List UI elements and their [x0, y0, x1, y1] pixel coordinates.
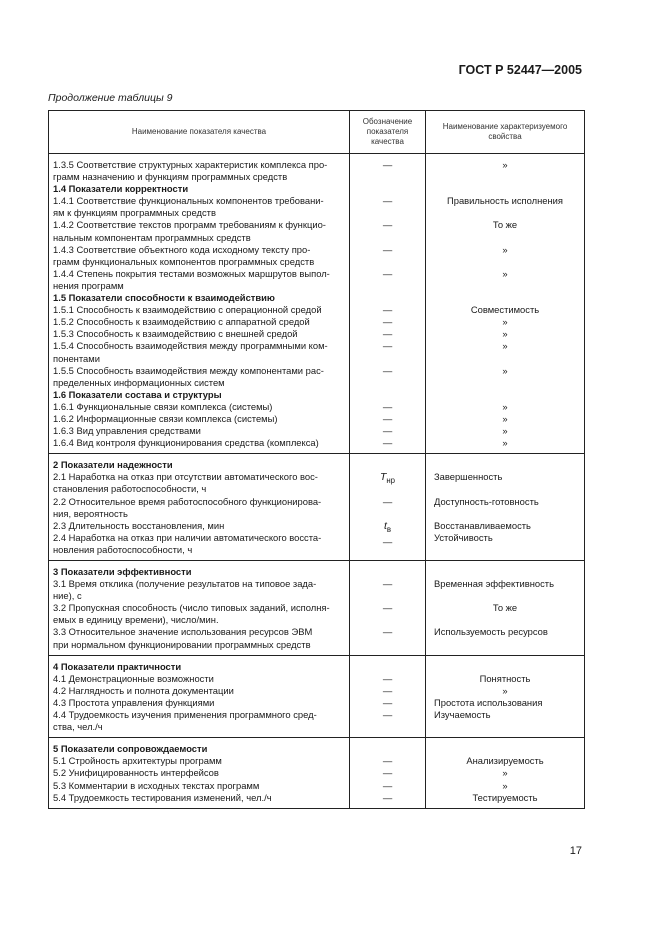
- indicator-symbol-cell: [350, 685, 426, 697]
- indicator-symbol-cell: [350, 780, 426, 792]
- indicator-name-line: новления работоспособности, ч: [53, 543, 193, 555]
- symbol-value: [354, 520, 421, 536]
- symbol-subscript: нр: [386, 476, 396, 486]
- symbol-value: —: [382, 626, 393, 638]
- property-value: »: [502, 779, 508, 791]
- document-code: ГОСТ Р 52447—2005: [458, 63, 582, 77]
- property-value: »: [502, 340, 508, 352]
- property-value: Правильность исполнения: [447, 195, 563, 207]
- property-cell: [426, 738, 585, 756]
- table-row: [49, 195, 585, 219]
- property-value: Изучаемость: [434, 709, 491, 721]
- table-row: [49, 304, 585, 316]
- indicator-name-cell: [49, 673, 350, 685]
- indicator-symbol-cell: [350, 425, 426, 437]
- table-row: [49, 626, 585, 655]
- property-value: Используемость ресурсов: [434, 626, 548, 638]
- indicator-symbol-cell: [350, 755, 426, 767]
- property-value: »: [502, 400, 508, 412]
- indicator-name-cell: [49, 738, 350, 756]
- indicator-name-line: 3.2 Пропускная способность (число типовых заданий, исполня-: [53, 602, 330, 614]
- symbol-value: —: [382, 316, 393, 328]
- indicator-name-cell: [49, 292, 350, 304]
- indicator-name-cell: [49, 365, 350, 389]
- indicator-name-cell: [49, 471, 350, 495]
- property-value: »: [502, 767, 508, 779]
- indicator-name-cell: [49, 454, 350, 472]
- symbol-value: —: [382, 709, 393, 721]
- property-value: Устойчивость: [434, 531, 493, 543]
- property-cell: [426, 685, 585, 697]
- indicator-symbol-cell: [350, 340, 426, 364]
- indicator-symbol-cell: [350, 413, 426, 425]
- property-cell: [426, 673, 585, 685]
- symbol-value: —: [382, 684, 393, 696]
- indicator-symbol-cell: [350, 709, 426, 738]
- symbol-value: —: [382, 425, 393, 437]
- table-row: [49, 520, 585, 561]
- property-cell: [426, 697, 585, 709]
- indicator-name-cell: [49, 626, 350, 655]
- property-cell: [426, 437, 585, 454]
- table-row: [49, 425, 585, 437]
- indicator-symbol-cell: [350, 673, 426, 685]
- indicator-symbol-cell: [350, 268, 426, 292]
- table-row: [49, 183, 585, 195]
- table-row: [49, 244, 585, 268]
- indicator-name-line: 2.4 Наработка на отказ при наличии автоматического восста-: [53, 531, 322, 543]
- property-cell: [426, 389, 585, 401]
- property-cell: [426, 767, 585, 779]
- property-cell: [426, 780, 585, 792]
- indicator-name-cell: [49, 401, 350, 413]
- indicator-name-line: пределенных информационных систем: [53, 376, 225, 388]
- indicator-symbol-cell: [350, 561, 426, 579]
- indicator-name-line: 3 Показатели эффективности: [53, 566, 192, 577]
- indicator-name-line: 5.4 Трудоемкость тестирования изменений, чел./ч: [53, 791, 272, 803]
- indicator-name-cell: [49, 520, 350, 561]
- symbol-value: —: [382, 364, 393, 376]
- indicator-name-line: 2 Показатели надежности: [53, 459, 173, 471]
- table-row: [49, 413, 585, 425]
- table-row: [49, 685, 585, 697]
- property-value: »: [502, 425, 508, 437]
- table-row: [49, 792, 585, 809]
- symbol-value: —: [382, 195, 393, 207]
- indicator-name-line: ния, вероятность: [53, 507, 128, 519]
- indicator-name-line: ства, чел./ч: [53, 721, 103, 733]
- table-row: [49, 454, 585, 472]
- table-header-row: [49, 111, 585, 154]
- property-cell: [426, 602, 585, 626]
- property-cell: [426, 268, 585, 292]
- table-row: [49, 655, 585, 673]
- table-row: [49, 328, 585, 340]
- indicator-name-cell: [49, 561, 350, 579]
- indicator-name-cell: [49, 496, 350, 520]
- symbol-value: —: [382, 791, 393, 803]
- property-value: Простота использования: [434, 696, 543, 708]
- indicator-name-cell: [49, 697, 350, 709]
- symbol-value: —: [382, 340, 393, 352]
- table-row: [49, 292, 585, 304]
- indicator-symbol-cell: [350, 389, 426, 401]
- property-cell: [426, 561, 585, 579]
- property-cell: [426, 316, 585, 328]
- indicator-name-cell: [49, 792, 350, 809]
- indicator-name-cell: [49, 219, 350, 243]
- property-cell: [426, 578, 585, 602]
- indicator-name-line: емых в единицу времени), число/мин.: [53, 614, 219, 626]
- indicator-name-line: 1.5.4 Способность взаимодействия между программными ком-: [53, 340, 328, 352]
- table-row: [49, 437, 585, 454]
- indicator-name-line: ние), с: [53, 590, 82, 602]
- property-cell: [426, 792, 585, 809]
- quality-indicators-table: [48, 110, 585, 809]
- indicator-name-line: грамм назначению и функциям программных средств: [53, 171, 288, 183]
- table-row: [49, 471, 585, 495]
- indicator-name-line: 1.5.2 Способность к взаимодействию с аппаратной средой: [53, 316, 310, 328]
- indicator-name-line: 1.6.4 Вид контроля функционирования средства (комплекса): [53, 437, 319, 449]
- indicator-symbol-cell: [350, 520, 426, 561]
- indicator-name-cell: [49, 340, 350, 364]
- indicator-name-line: 1.5 Показатели способности к взаимодействию: [53, 292, 275, 304]
- indicator-name-line: становления работоспособности, ч: [53, 483, 207, 495]
- table-row: [49, 268, 585, 292]
- property-cell: [426, 496, 585, 520]
- indicator-name-line: 2.3 Длительность восстановления, мин: [53, 519, 225, 531]
- indicator-symbol-cell: [350, 738, 426, 756]
- indicator-name-line: 1.4.3 Соответствие объектного кода исходному тексту про-: [53, 243, 311, 255]
- symbol-value: —: [382, 767, 393, 779]
- property-cell: [426, 183, 585, 195]
- property-cell: [426, 709, 585, 738]
- indicator-name-line: 5.2 Унифицированность интерфейсов: [53, 767, 219, 779]
- property-value: Понятность: [479, 672, 531, 684]
- symbol-value: —: [382, 779, 393, 791]
- property-value: »: [502, 243, 508, 255]
- indicator-name-line: 1.4.2 Соответствие текстов программ требованиям к функцио-: [53, 219, 326, 231]
- indicator-name-line: 4.1 Демонстрационные возможности: [53, 672, 214, 684]
- property-cell: [426, 425, 585, 437]
- symbol-value: —: [382, 304, 393, 316]
- table-row: [49, 780, 585, 792]
- property-value: »: [502, 364, 508, 376]
- indicator-name-line: 2.2 Относительное время работоспособного функционирова-: [53, 495, 322, 507]
- indicator-symbol-cell: [350, 292, 426, 304]
- indicator-name-line: при нормальном функционировании программных средств: [53, 638, 311, 650]
- symbol-value: —: [382, 602, 393, 614]
- symbol-letter: T: [379, 471, 387, 484]
- property-cell: [426, 219, 585, 243]
- table-row: [49, 219, 585, 243]
- symbol-value: —: [382, 219, 393, 231]
- property-cell: [426, 655, 585, 673]
- table-caption: Продолжение таблицы 9: [48, 92, 173, 104]
- property-value: »: [502, 412, 508, 424]
- indicator-name-line: 1.5.1 Способность к взаимодействию с операционной средой: [53, 304, 322, 316]
- symbol-value: —: [382, 159, 393, 170]
- property-value: То же: [492, 602, 518, 614]
- indicator-name-line: 5.1 Стройность архитектуры программ: [53, 755, 222, 767]
- indicator-name-cell: [49, 195, 350, 219]
- indicator-name-line: понентами: [53, 352, 100, 364]
- indicator-symbol-cell: [350, 401, 426, 413]
- symbol-value: —: [382, 672, 393, 684]
- table-body: [49, 154, 585, 809]
- indicator-symbol-cell: [350, 602, 426, 626]
- symbol-value: —: [382, 495, 393, 507]
- symbol-value: —: [382, 400, 393, 412]
- indicator-name-line: 4.3 Простота управления функциями: [53, 696, 215, 708]
- property-cell: [426, 520, 585, 561]
- indicator-symbol-cell: [350, 697, 426, 709]
- property-value: »: [502, 267, 508, 279]
- column-header-property: Наименование характеризуемого свойства: [426, 111, 585, 154]
- indicator-name-cell: [49, 154, 350, 184]
- symbol-value: —: [382, 412, 393, 424]
- property-cell: [426, 471, 585, 495]
- property-cell: [426, 401, 585, 413]
- indicator-name-line: нения программ: [53, 279, 124, 291]
- page-number: 17: [569, 845, 582, 857]
- table-row: [49, 561, 585, 579]
- indicator-symbol-cell: [350, 792, 426, 809]
- indicator-symbol-cell: [350, 195, 426, 219]
- table-row: [49, 340, 585, 364]
- indicator-name-line: 1.6.1 Функциональные связи комплекса (системы): [53, 400, 273, 412]
- property-cell: [426, 244, 585, 268]
- property-cell: [426, 755, 585, 767]
- table-row: [49, 496, 585, 520]
- table-row: [49, 316, 585, 328]
- indicator-symbol-cell: [350, 304, 426, 316]
- symbol-value: —: [382, 755, 393, 767]
- indicator-symbol-cell: [350, 767, 426, 779]
- indicator-symbol-cell: [350, 626, 426, 655]
- symbol-value: [354, 471, 421, 487]
- property-cell: [426, 304, 585, 316]
- property-value: Анализируемость: [466, 755, 544, 767]
- property-value: То же: [492, 219, 518, 231]
- table-row: [49, 365, 585, 389]
- indicator-name-cell: [49, 655, 350, 673]
- property-value: »: [502, 316, 508, 328]
- indicator-name-line: 5 Показатели сопровождаемости: [53, 743, 208, 755]
- indicator-name-line: 1.4.1 Соответствие функциональных компонентов требовани-: [53, 195, 324, 207]
- indicator-name-cell: [49, 244, 350, 268]
- indicator-name-cell: [49, 755, 350, 767]
- property-value: Доступность-готовность: [434, 495, 539, 507]
- indicator-name-cell: [49, 437, 350, 454]
- property-value: »: [502, 159, 508, 170]
- symbol-value: —: [382, 696, 393, 708]
- property-value: Временная эффективность: [434, 578, 554, 590]
- indicator-name-line: нальным компонентам программных средств: [53, 231, 251, 243]
- indicator-name-line: 4.4 Трудоемкость изучения применения программного сред-: [53, 709, 317, 721]
- indicator-name-line: 1.6.3 Вид управления средствами: [53, 425, 201, 437]
- symbol-value: —: [382, 437, 393, 449]
- indicator-symbol-cell: [350, 578, 426, 602]
- indicator-name-cell: [49, 389, 350, 401]
- indicator-name-line: 2.1 Наработка на отказ при отсутствии автоматического вос-: [53, 471, 318, 483]
- indicator-symbol-cell: [350, 154, 426, 184]
- indicator-name-line: 1.6 Показатели состава и структуры: [53, 388, 222, 400]
- indicator-symbol-cell: [350, 365, 426, 389]
- symbol-subscript: в: [386, 524, 392, 534]
- indicator-symbol-cell: [350, 655, 426, 673]
- indicator-name-line: 5.3 Комментарии в исходных текстах программ: [53, 779, 260, 791]
- column-header-name: Наименование показателя качества: [49, 111, 350, 154]
- property-cell: [426, 328, 585, 340]
- table-row: [49, 602, 585, 626]
- property-cell: [426, 626, 585, 655]
- property-value: »: [502, 684, 508, 696]
- indicator-name-cell: [49, 304, 350, 316]
- table-row: [49, 154, 585, 184]
- symbol-value: —: [382, 535, 393, 547]
- indicator-name-line: 3.1 Время отклика (получение результатов на типовое зада-: [53, 578, 317, 590]
- indicator-name-line: 4.2 Наглядность и полнота документации: [53, 684, 234, 696]
- indicator-name-cell: [49, 316, 350, 328]
- table-row: [49, 755, 585, 767]
- indicator-name-line: ям к функциям программных средств: [53, 207, 216, 219]
- indicator-symbol-cell: [350, 454, 426, 472]
- indicator-name-cell: [49, 268, 350, 292]
- table-row: [49, 697, 585, 709]
- table-row: [49, 709, 585, 738]
- property-value: »: [502, 437, 508, 449]
- table-row: [49, 767, 585, 779]
- indicator-name-cell: [49, 425, 350, 437]
- indicator-symbol-cell: [350, 496, 426, 520]
- indicator-symbol-cell: [350, 316, 426, 328]
- indicator-name-cell: [49, 767, 350, 779]
- property-cell: [426, 413, 585, 425]
- indicator-name-line: 1.4.4 Степень покрытия тестами возможных маршрутов выпол-: [53, 267, 330, 279]
- column-header-symbol: Обозначение показателя качества: [350, 111, 426, 154]
- symbol-value: —: [382, 267, 393, 279]
- indicator-name-cell: [49, 183, 350, 195]
- indicator-symbol-cell: [350, 437, 426, 454]
- property-value: »: [502, 328, 508, 340]
- indicator-name-cell: [49, 328, 350, 340]
- indicator-name-line: 1.3.5 Соответствие структурных характеристик комплекса про-: [53, 159, 328, 170]
- indicator-name-cell: [49, 413, 350, 425]
- property-cell: [426, 340, 585, 364]
- table-row: [49, 401, 585, 413]
- symbol-value: —: [382, 328, 393, 340]
- property-cell: [426, 365, 585, 389]
- symbol-value: —: [382, 243, 393, 255]
- indicator-name-line: 3.3 Относительное значение использования ресурсов ЭВМ: [53, 626, 313, 638]
- indicator-name-line: грамм функциональных компонентов программных средств: [53, 255, 315, 267]
- indicator-name-line: 1.4 Показатели корректности: [53, 183, 189, 195]
- indicator-name-line: 1.6.2 Информационные связи комплекса (системы): [53, 412, 278, 424]
- indicator-symbol-cell: [350, 244, 426, 268]
- indicator-symbol-cell: [350, 471, 426, 495]
- indicator-name-line: 4 Показатели практичности: [53, 660, 182, 672]
- property-cell: [426, 154, 585, 184]
- indicator-name-cell: [49, 685, 350, 697]
- indicator-name-line: 1.5.5 Способность взаимодействия между компонентами рас-: [53, 364, 324, 376]
- indicator-name-cell: [49, 709, 350, 738]
- indicator-symbol-cell: [350, 219, 426, 243]
- table-row: [49, 389, 585, 401]
- property-cell: [426, 454, 585, 472]
- indicator-symbol-cell: [350, 328, 426, 340]
- indicator-symbol-cell: [350, 183, 426, 195]
- property-value: Совместимость: [470, 304, 540, 316]
- table-row: [49, 578, 585, 602]
- indicator-name-cell: [49, 578, 350, 602]
- indicator-name-line: 1.5.3 Способность к взаимодействию с внешней средой: [53, 328, 298, 340]
- property-value: Завершенность: [434, 471, 503, 483]
- indicator-name-cell: [49, 780, 350, 792]
- property-value: Тестируемость: [472, 791, 538, 803]
- indicator-name-cell: [49, 602, 350, 626]
- property-value: Восстанавливаемость: [434, 519, 531, 531]
- symbol-letter: t: [383, 519, 387, 532]
- symbol-value: —: [382, 578, 393, 590]
- table-row: [49, 738, 585, 756]
- property-cell: [426, 292, 585, 304]
- table-row: [49, 673, 585, 685]
- property-cell: [426, 195, 585, 219]
